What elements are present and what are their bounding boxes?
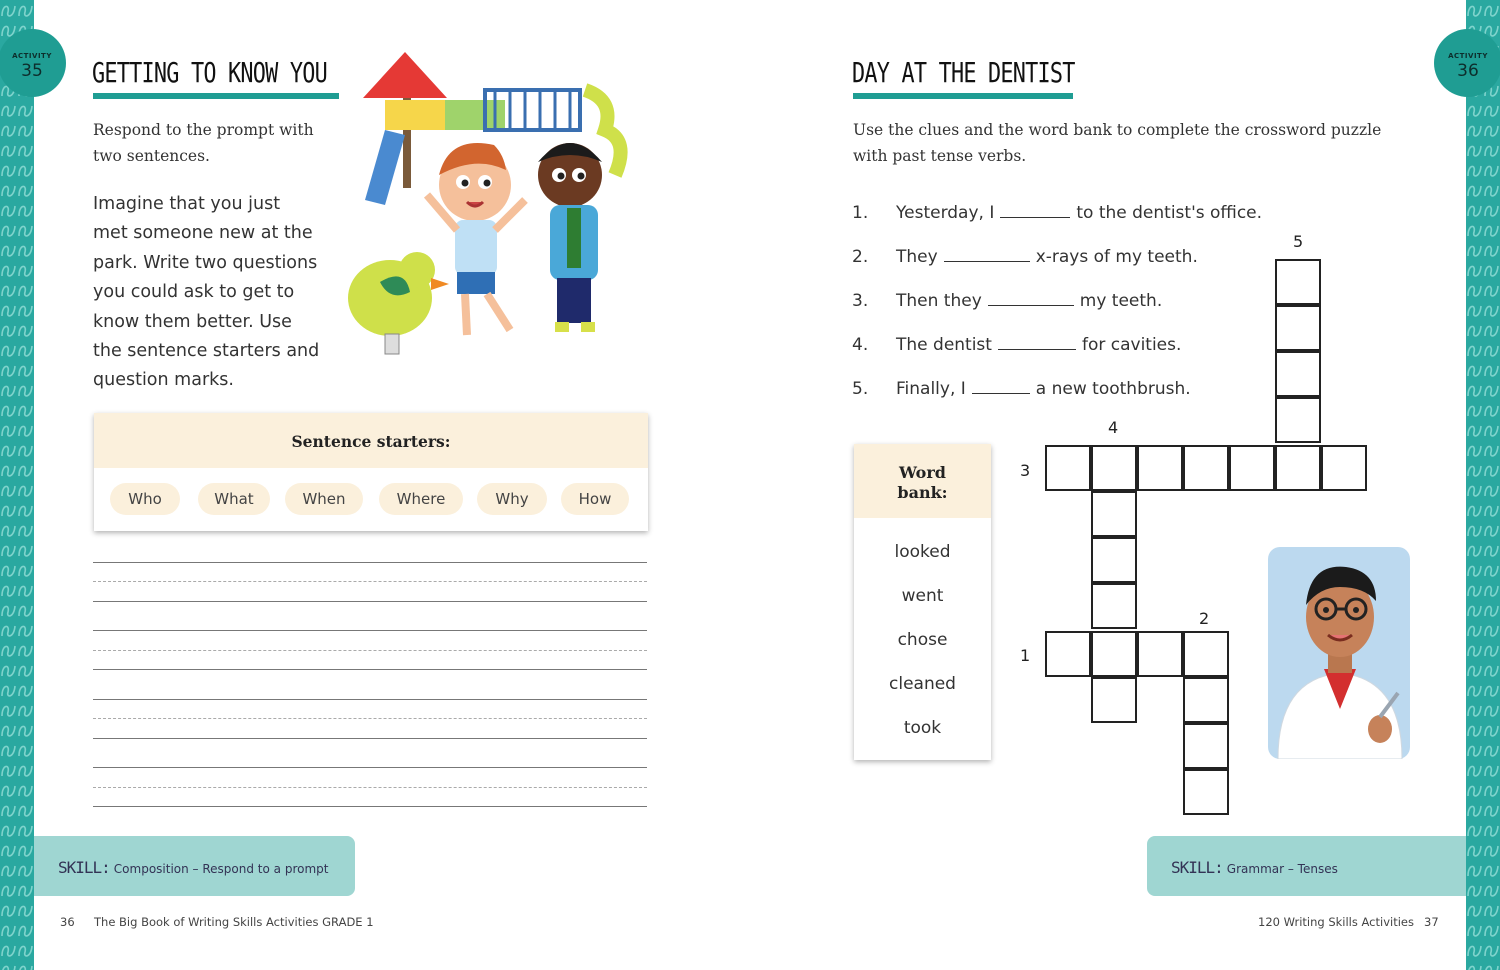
writing-line	[93, 806, 647, 807]
writing-midline	[93, 650, 647, 651]
crossword-cell[interactable]	[1275, 305, 1321, 351]
skill-text	[58, 858, 328, 877]
instruction-line: with past tense verbs.	[853, 147, 1027, 165]
writing-line	[93, 767, 647, 768]
crossword-cell[interactable]	[1275, 351, 1321, 397]
skill-description: Grammar – Tenses	[1226, 862, 1338, 876]
crossword-cell[interactable]	[1137, 445, 1183, 491]
clue-text: for cavities.	[1081, 335, 1182, 355]
clue-5	[852, 379, 1191, 399]
clue-text: Finally, I	[896, 379, 966, 399]
loop-pattern	[0, 0, 34, 970]
activity-badge	[1434, 29, 1500, 97]
clue-text: x-rays of my teeth.	[1035, 247, 1198, 267]
clue-4	[852, 335, 1181, 355]
crossword-cell[interactable]	[1045, 445, 1091, 491]
crossword-cell[interactable]	[1183, 723, 1229, 769]
crossword-cell[interactable]	[1091, 491, 1137, 537]
left-edge-pattern	[0, 0, 34, 970]
starter-chip: Who	[110, 483, 180, 515]
clue-text: to the dentist's office.	[1076, 203, 1263, 223]
skill-text	[1171, 858, 1338, 877]
clue-3	[852, 291, 1162, 311]
instruction-line: Use the clues and the word bank to complete the crossword puzzle	[853, 121, 1382, 139]
crossword-cell[interactable]	[1229, 445, 1275, 491]
starter-chip: Why	[477, 483, 547, 515]
title-underline	[853, 93, 1073, 99]
crossword-cell[interactable]	[1091, 537, 1137, 583]
clue-number: 4.	[852, 335, 869, 355]
activity-badge	[0, 29, 66, 97]
starter-chip: Where	[379, 483, 463, 515]
sentence-starters-box	[94, 413, 648, 531]
word-bank-item: cleaned	[889, 674, 956, 694]
clue-text: The dentist	[896, 335, 992, 355]
prompt-line: the sentence starters and	[93, 341, 320, 362]
crossword-cell[interactable]	[1091, 631, 1137, 677]
starter-chip: How	[561, 483, 629, 515]
writing-prompt	[93, 190, 363, 396]
crossword-cell[interactable]	[1183, 769, 1229, 815]
crossword-number: 1	[1020, 646, 1031, 665]
clue-number: 2.	[852, 247, 869, 267]
answer-blank[interactable]	[1000, 203, 1070, 218]
prompt-line: met someone new at the	[93, 223, 313, 244]
activity-number: 36	[1457, 61, 1479, 81]
prompt-line: know them better. Use	[93, 311, 292, 332]
skill-label: SKILL:	[1171, 858, 1223, 877]
answer-blank[interactable]	[944, 247, 1030, 262]
dentist-illustration	[1268, 547, 1410, 759]
instructions	[853, 117, 1413, 169]
writing-midline	[93, 581, 647, 582]
skill-banner	[1147, 836, 1466, 896]
clue-1	[852, 203, 1262, 223]
crossword-cell[interactable]	[1321, 445, 1367, 491]
answer-blank[interactable]	[988, 291, 1074, 306]
word-bank-item: chose	[897, 630, 948, 650]
page-number: 36	[60, 915, 75, 929]
crossword-cell[interactable]	[1183, 631, 1229, 677]
activity-number: 35	[21, 61, 43, 81]
title-underline	[93, 93, 339, 99]
heading-line: bank:	[897, 483, 948, 502]
clue-text: my teeth.	[1079, 291, 1163, 311]
writing-midline	[93, 787, 647, 788]
clue-number: 3.	[852, 291, 869, 311]
loop-pattern	[1466, 0, 1500, 970]
writing-midline	[93, 718, 647, 719]
crossword-number: 2	[1199, 609, 1210, 628]
playground-kids-illustration	[345, 50, 640, 365]
skill-label: SKILL:	[58, 858, 110, 877]
crossword-number: 3	[1020, 461, 1031, 480]
writing-line	[93, 630, 647, 631]
instruction-line: two sentences.	[93, 147, 210, 165]
clue-text: They	[896, 247, 938, 267]
crossword-cell[interactable]	[1137, 631, 1183, 677]
prompt-line: park. Write two questions	[93, 252, 318, 273]
instructions	[93, 117, 353, 169]
writing-line	[93, 562, 647, 563]
crossword-cell[interactable]	[1091, 677, 1137, 723]
writing-line	[93, 738, 647, 739]
activity-label: ACTIVITY	[12, 52, 52, 60]
writing-line	[93, 601, 647, 602]
crossword-cell[interactable]	[1275, 445, 1321, 491]
clue-number: 1.	[852, 203, 869, 223]
writing-line	[93, 669, 647, 670]
word-bank-item: took	[903, 718, 942, 738]
word-bank-item: went	[901, 586, 944, 606]
clue-text: Yesterday, I	[896, 203, 995, 223]
right-edge-pattern	[1466, 0, 1500, 970]
answer-blank[interactable]	[998, 335, 1076, 350]
page-number: 37	[1424, 915, 1439, 929]
heading-line: Word	[899, 463, 946, 482]
crossword-cell[interactable]	[1045, 631, 1091, 677]
prompt-line: Imagine that you just	[93, 194, 281, 214]
clue-number: 5.	[852, 379, 869, 399]
activity-label: ACTIVITY	[1448, 52, 1488, 60]
writing-line	[93, 699, 647, 700]
crossword-cell[interactable]	[1091, 583, 1137, 629]
crossword-cell[interactable]	[1275, 259, 1321, 305]
footer-title: The Big Book of Writing Skills Activities GRADE 1	[94, 915, 374, 929]
crossword-cell[interactable]	[1183, 677, 1229, 723]
footer-title: 120 Writing Skills Activities	[1258, 915, 1414, 929]
word-bank	[854, 444, 991, 760]
word-bank-item: looked	[894, 542, 951, 562]
prompt-line: question marks.	[93, 370, 234, 391]
prompt-line: you could ask to get to	[93, 282, 295, 303]
crossword-cell[interactable]	[1091, 445, 1137, 491]
starters-heading: Sentence starters:	[94, 413, 648, 468]
clue-2	[852, 247, 1198, 267]
skill-description: Composition – Respond to a prompt	[113, 862, 329, 876]
crossword-cell[interactable]	[1275, 397, 1321, 443]
starter-chip: What	[198, 483, 270, 515]
crossword-cell[interactable]	[1183, 445, 1229, 491]
skill-banner	[34, 836, 355, 896]
instruction-line: Respond to the prompt with	[93, 121, 314, 139]
crossword-number: 4	[1108, 418, 1119, 437]
starter-chip: When	[285, 483, 363, 515]
page-title: DAY AT THE DENTIST	[852, 56, 1075, 89]
clue-text: Then they	[896, 291, 982, 311]
clue-text: a new toothbrush.	[1035, 379, 1191, 399]
crossword-number: 5	[1293, 232, 1304, 251]
word-bank-heading	[854, 444, 991, 518]
page-title: GETTING TO KNOW YOU	[92, 56, 328, 89]
answer-blank[interactable]	[972, 379, 1030, 394]
